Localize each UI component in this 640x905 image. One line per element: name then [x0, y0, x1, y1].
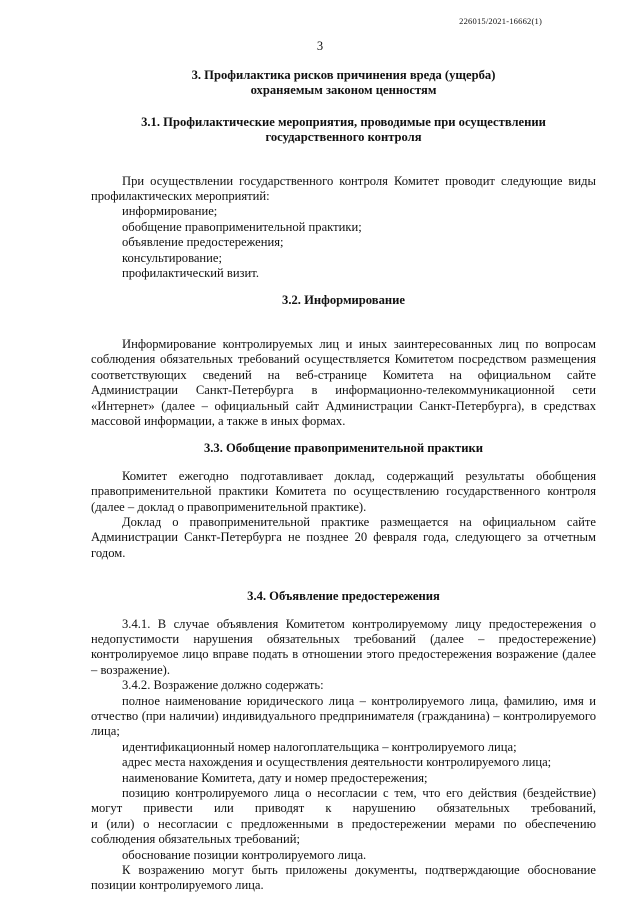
section-3-title-line1: 3. Профилактика рисков причинения вреда (ущерба) — [191, 68, 496, 82]
measure-item: профилактический визит. — [122, 266, 259, 281]
section-3-3-paragraph-1: Комитет ежегодно подготавливает доклад, содержащий результаты обобщения правоприменительной практики Комитета по осуществлению государственного контроля (далее – доклад о правоприменительной практике). — [91, 468, 596, 514]
objection-item: адрес места нахождения и осуществления деятельности контролируемого лица; — [122, 755, 552, 770]
section-3-1-intro: При осуществлении государственного контроля Комитет проводит следующие виды профилактических мероприятий: — [91, 173, 596, 204]
document-number: 226015/2021-16662(1) — [459, 16, 542, 26]
measure-item: обобщение правоприменительной практики; — [122, 219, 362, 234]
section-3-1-title-line2: государственного контроля — [265, 130, 422, 145]
section-3-4-1-paragraph: 3.4.1. В случае объявления Комитетом контролируемому лицу предостережения о недопустимости нарушения обязательных требований (далее – предостережение) контролируемое лицо вправе подать в отношении этого предостережения возражение (далее – возражение). — [91, 616, 596, 677]
measure-item: объявление предостережения; — [122, 235, 284, 250]
section-3-4-title: 3.4. Объявление предостережения — [247, 589, 440, 604]
objection-item: наименование Комитета, дату и номер предостережения; — [122, 770, 428, 785]
objection-item: полное наименование юридического лица – контролируемого лица, фамилию, имя и отчество (при наличии) индивидуального предпринимателя (гражданина) – контролируемого лица; — [91, 693, 596, 739]
measure-item: консультирование; — [122, 250, 223, 265]
section-3-4-2-paragraph: 3.4.2. Возражение должно содержать: — [122, 678, 324, 693]
section-3-2-text: Информирование контролируемых лиц и иных заинтересованных лиц по вопросам соблюдения обязательных требований осуществляется Комитетом посредством размещения соответствующих сведений на веб-странице Комитета на официальном сайте Администрации Санкт-Петербурга в информационно-телекоммуникационной сети «Интернет» (далее – официальный сайт Администрации Санкт-Петербурга), в средствах массовой информации, а также в иных формах. — [91, 336, 596, 428]
measure-item: информирование; — [122, 204, 218, 219]
section-3-1-title-line1: 3.1. Профилактические мероприятия, проводимые при осуществлении — [141, 114, 546, 129]
objection-item: обоснование позиции контролируемого лица. — [122, 847, 367, 862]
objection-item-rest: и (или) о несогласии с предложенными в предостережении мерами по обеспечению соблюдения обязательных требований; — [91, 816, 596, 847]
section-3-title-line2: охраняемым законом ценностям — [250, 83, 437, 98]
document-body — [91, 68, 596, 894]
section-3-2-title: 3.2. Информирование — [282, 293, 405, 308]
objection-item-line1: позицию контролируемого лица о несогласии с тем, что его действия (бездействие) — [122, 786, 596, 801]
objection-item: идентификационный номер налогоплательщика – контролируемого лица; — [122, 739, 517, 754]
section-3-3-title: 3.3. Обобщение правоприменительной практики — [203, 441, 484, 456]
section-3-4-closing-paragraph: К возражению могут быть приложены документы, подтверждающие обоснование позиции контролируемого лица. — [91, 863, 596, 893]
objection-item-line2: могут привести или приводят к нарушению обязательных требований, — [91, 801, 596, 816]
section-3-3-paragraph-2: Доклад о правоприменительной практике размещается на официальном сайте Администрации Санкт-Петербурга не позднее 20 февраля года, следующего за отчетным годом. — [91, 514, 596, 560]
page-number: 3 — [316, 39, 324, 53]
